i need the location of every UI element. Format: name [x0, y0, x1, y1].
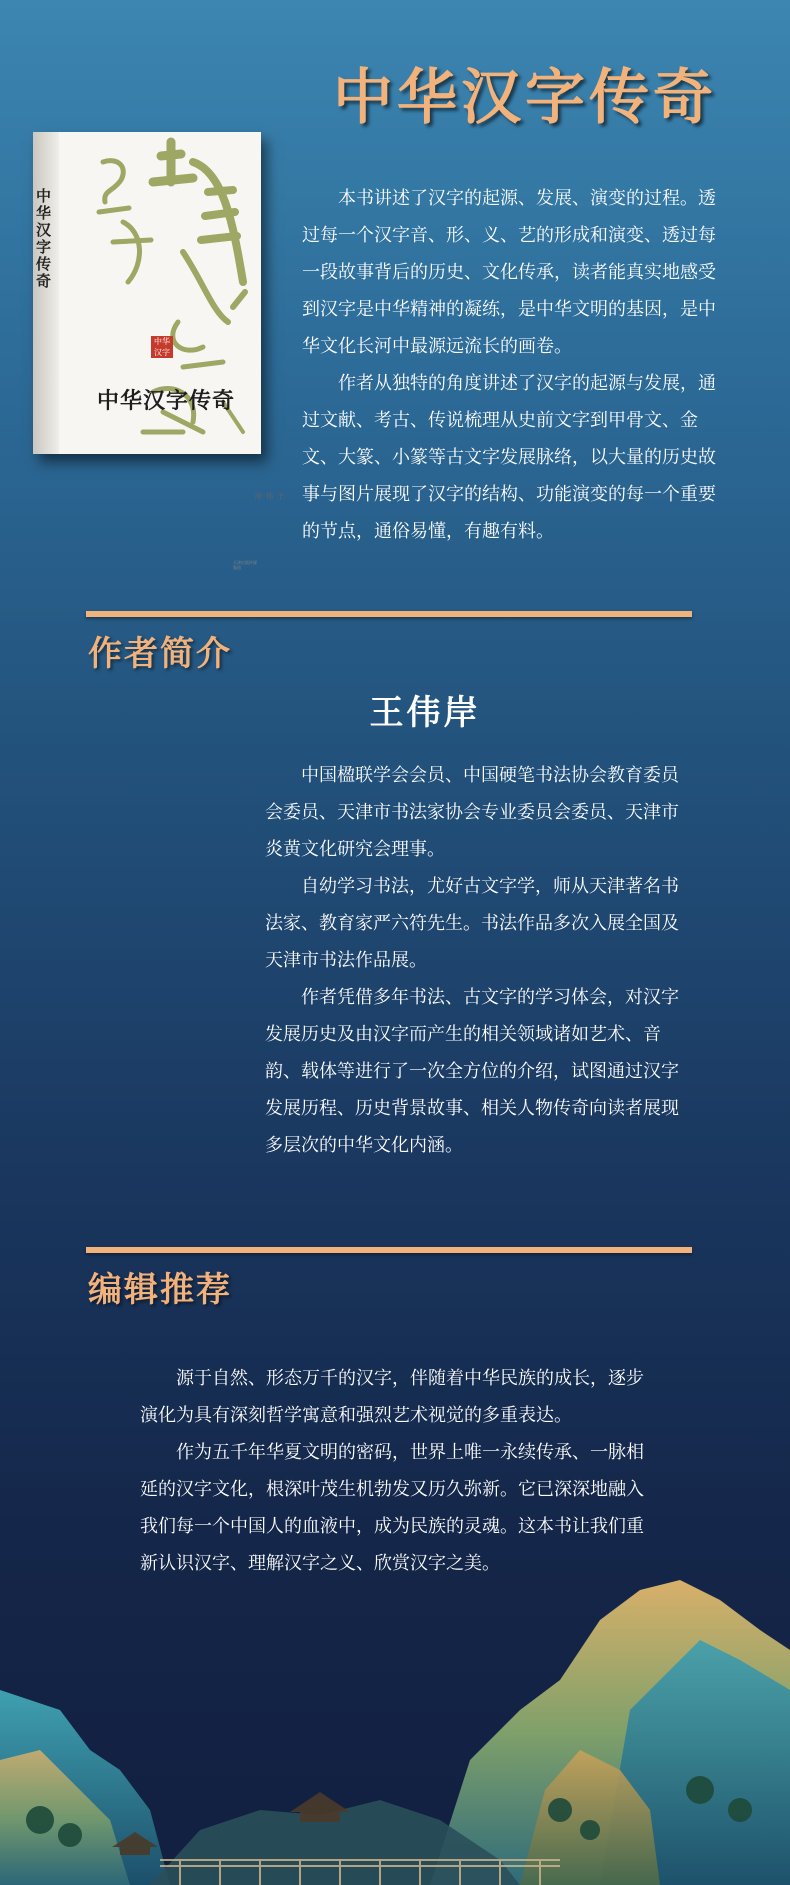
book-cover-image [33, 132, 285, 570]
author-section-heading: 作者简介 [88, 634, 232, 674]
author-bio-paragraph: 中国楹联学会会员、中国硬笔书法协会教育委员会委员、天津市书法家协会专业委员会委员、天津市炎黄文化研究会理事。 [265, 765, 679, 860]
author-name: 王伟岸 [369, 693, 481, 733]
author-bio [265, 757, 685, 1164]
editor-recommendation [140, 1360, 645, 1582]
book-spine-title: 中华汉字传奇 [34, 188, 52, 290]
author-bio-paragraph: 自幼学习书法，尤好古文字学，师从天津著名书法家、教育家严六符先生。书法作品多次入展全国及天津市书法作品展。 [265, 876, 679, 971]
cover-publisher: 天津出版传媒集团 [233, 560, 257, 570]
intro-text [302, 180, 730, 550]
author-bio-paragraph: 作者凭借多年书法、古文字的学习体会，对汉字发展历史及由汉字而产生的相关领域诸如艺术、音韵、载体等进行了一次全方位的介绍，试图通过汉字发展历程、历史背景故事、相关人物传奇向读者展现多层次的中华文化内涵。 [265, 987, 679, 1156]
cover-seal: 中华汉字 [151, 336, 173, 358]
intro-paragraph: 作者从独特的角度讲述了汉字的起源与发展，通过文献、考古、传说梳理从史前文字到甲骨文、金文、大篆、小篆等古文字发展脉络，以大量的历史故事与图片展现了汉字的结构、功能演变的每一个重要的节点，通俗易懂，有趣有料。 [302, 373, 716, 542]
editor-paragraph: 作为五千年华夏文明的密码，世界上唯一永续传承、一脉相延的汉字文化，根深叶茂生机勃发又历久弥新。它已深深地融入我们每一个中国人的血液中，成为民族的灵魂。这本书让我们重新认识汉字、理解汉字之义、欣赏汉字之美。 [140, 1442, 644, 1574]
section-divider [86, 1247, 692, 1253]
page-title: 中华汉字传奇 [333, 63, 717, 133]
editor-paragraph: 源于自然、形态万千的汉字，伴随着中华民族的成长，逐步演化为具有深刻哲学寓意和强烈艺术视觉的多重表达。 [140, 1368, 644, 1426]
intro-paragraph: 本书讲述了汉字的起源、发展、演变的过程。透过每一个汉字音、形、义、艺的形成和演变、透过每一段故事背后的历史、文化传承，读者能真实地感受到汉字是中华精神的凝练，是中华文明的基因，是中华文化长河中最源远流长的画卷。 [302, 188, 716, 357]
section-divider [86, 611, 692, 617]
cover-title: 中华汉字传奇 [97, 388, 236, 414]
editor-section-heading: 编辑推荐 [88, 1270, 232, 1310]
cover-author: 王伟岸 [254, 492, 285, 500]
landscape-painting [0, 1560, 790, 1885]
